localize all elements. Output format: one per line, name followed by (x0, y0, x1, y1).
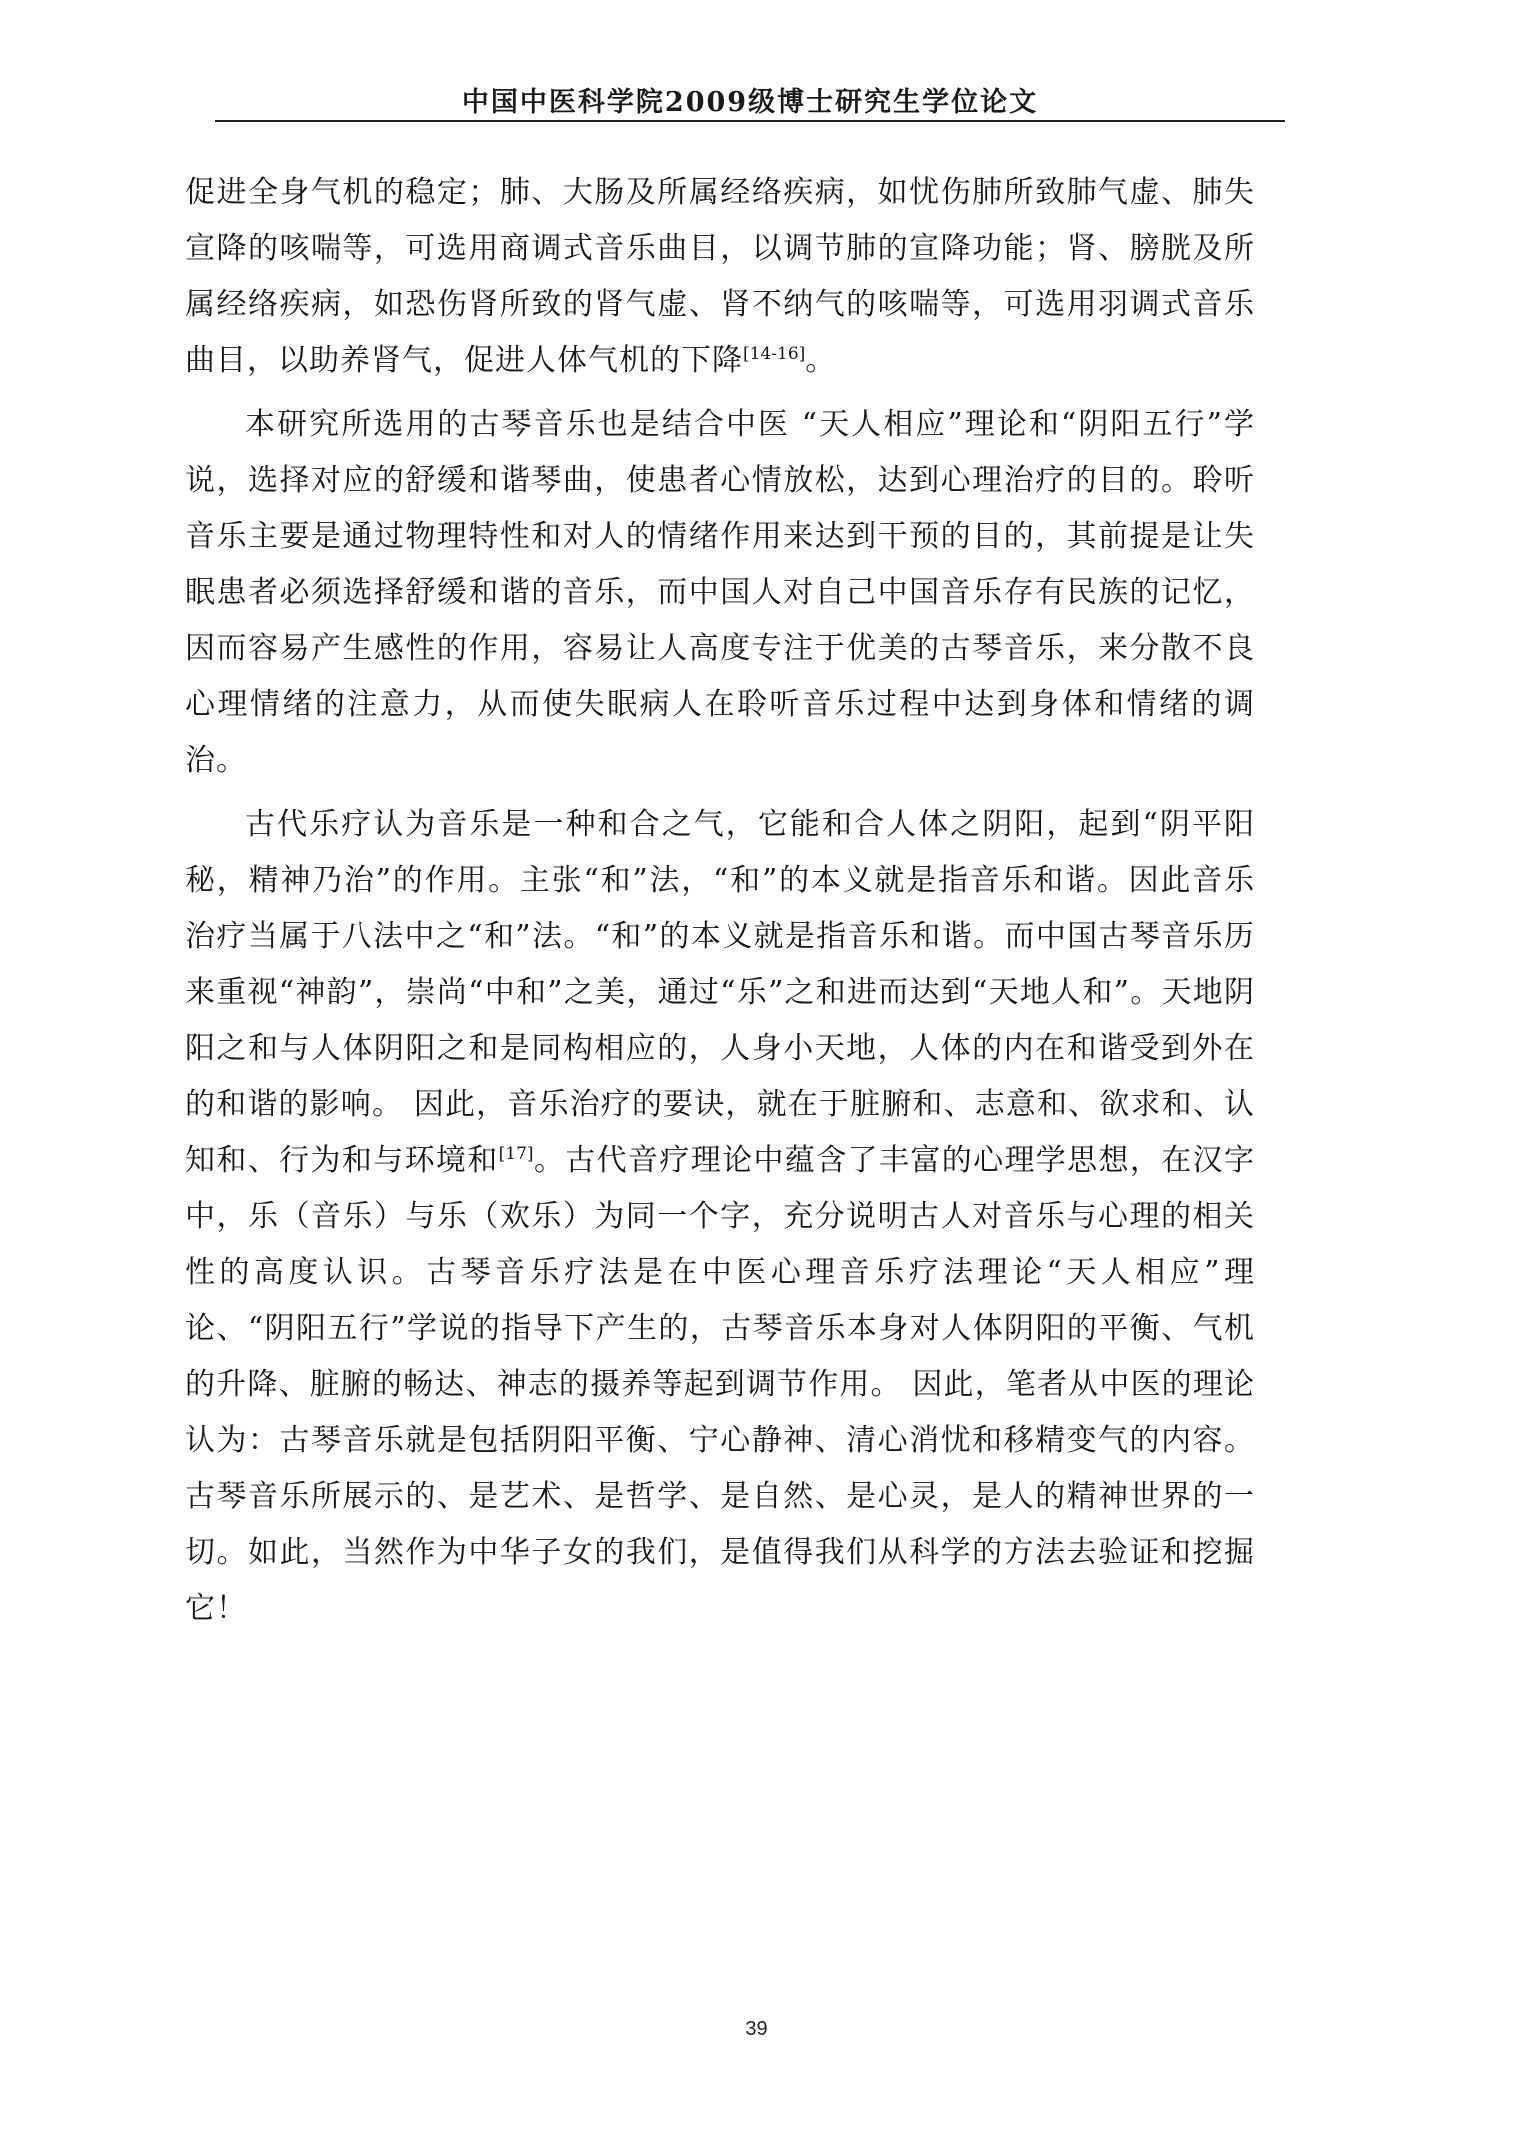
paragraph-3-text: 古代乐疗认为音乐是一种和合之气，它能和合人体之阴阳，起到“阴平阳秘，精神乃治”的作用。主张“和”法，“和”的本义就是指音乐和谐。因此音乐治疗当属于八法中之“和”法。“和”的本义就是指音乐和谐。而中国古琴音乐历来重视“神韵”，崇尚“中和”之美，通过“乐”之和进而达到“天地人和”。天地阴阳之和与人体阴阳之和是同构相应的，人身小天地，人体的内在和谐受到外在的和谐的影响。 因此，音乐治疗的要诀，就在于脏腑和、志意和、欲求和、认知和、行为和与环境和 (185, 807, 1255, 1178)
paragraph-2-text: 本研究所选用的古琴音乐也是结合中医 “天人相应”理论和“阴阳五行”学说，选择对应的舒缓和谐琴曲，使患者心情放松，达到心理治疗的目的。聆听音乐主要是通过物理特性和对人的情绪作用来达到干预的目的，其前提是让失眠患者必须选择舒缓和谐的音乐，而中国人对自己中国音乐存有民族的记忆，因而容易产生感性的作用，容易让人高度专注于优美的古琴音乐，来分散不良心理情绪的注意力，从而使失眠病人在聆听音乐过程中达到身体和情绪的调治。 (185, 407, 1255, 778)
paragraph-3 (185, 797, 1255, 1637)
paragraph-1 (185, 165, 1255, 389)
paragraph-3-tail: 。古代音疗理论中蕴含了丰富的心理学思想，在汉字中，乐（音乐）与乐（欢乐）为同一个字，充分说明古人对音乐与心理的相关性的高度认识。古琴音乐疗法是在中医心理音乐疗法理论“天人相应”理论、“阴阳五行”学说的指导下产生的，古琴音乐本身对人体阴阳的平衡、气机的升降、脏腑的畅达、神志的摄养等起到调节作用。 因此，笔者从中医的理论认为：古琴音乐就是包括阴阳平衡、宁心静神、清心消忧和移精变气的内容。古琴音乐所展示的、是艺术、是哲学、是自然、是心灵，是人的精神世界的一切。如此，当然作为中华子女的我们，是值得我们从科学的方法去验证和挖掘它！ (185, 1143, 1256, 1626)
body-text (185, 165, 1255, 1645)
citation-14-16: [14-16] (743, 344, 806, 364)
page-number: 39 (745, 2018, 768, 2040)
running-header-title: 中国中医科学院2009级博士研究生学位论文 (461, 87, 1039, 118)
citation-17: [17] (498, 1144, 534, 1164)
header-divider (215, 120, 1285, 122)
paragraph-1-text: 促进全身气机的稳定；肺、大肠及所属经络疾病，如忧伤肺所致肺气虚、肺失宣降的咳喘等，可选用商调式音乐曲目，以调节肺的宣降功能；肾、膀胱及所属经络疾病，如恐伤肾所致的肾气虚、肾不纳气的咳喘等，可选用羽调式音乐曲目，以助养肾气，促进人体气机的下降 (185, 175, 1255, 378)
paragraph-1-tail: 。 (805, 343, 837, 378)
paragraph-2 (185, 397, 1255, 789)
